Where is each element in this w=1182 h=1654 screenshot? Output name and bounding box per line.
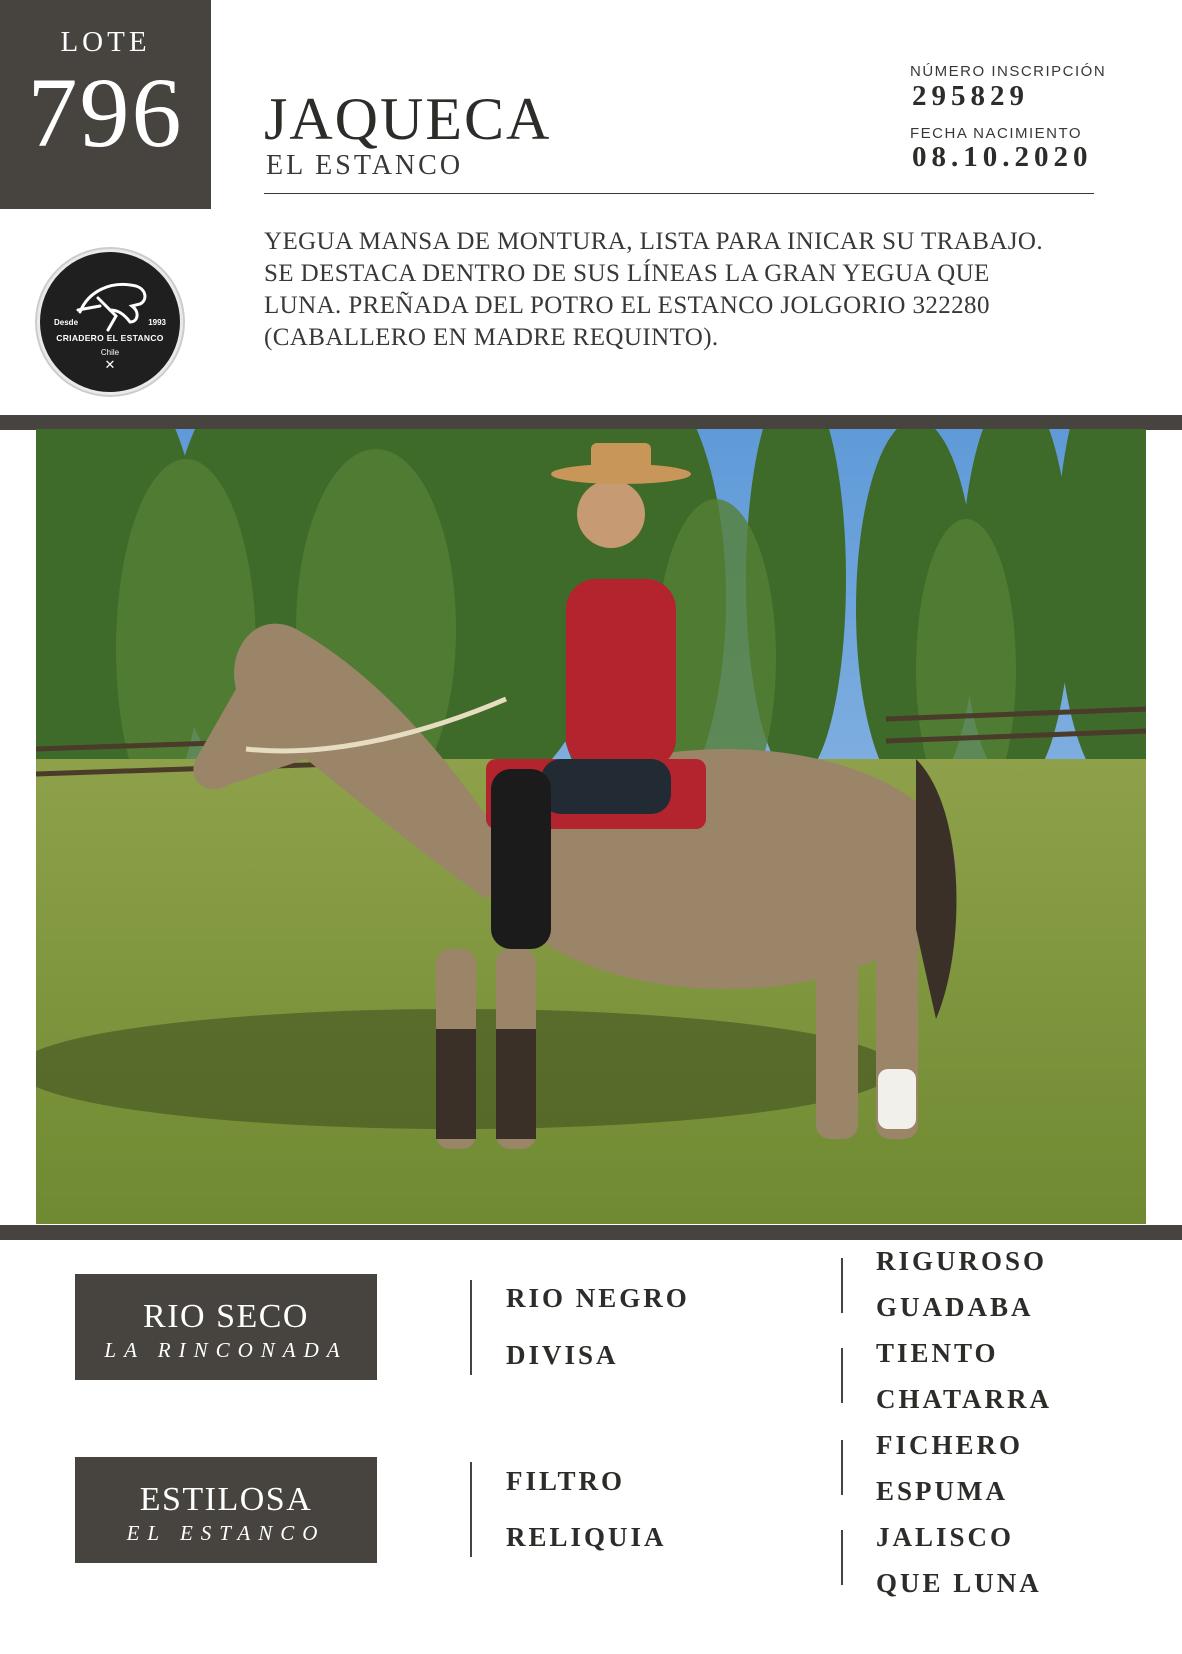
logo-year: 1993 bbox=[148, 318, 166, 327]
dam-breeder: EL ESTANCO bbox=[126, 1521, 326, 1545]
photo-top-band bbox=[0, 415, 1182, 430]
great-grandparent-name: QUE LUNA bbox=[876, 1568, 1042, 1598]
registration-number: 295829 bbox=[912, 80, 1029, 112]
grandparent-name: FILTRO bbox=[506, 1466, 626, 1496]
dam-box bbox=[75, 1457, 377, 1563]
logo-country: Chile bbox=[100, 348, 120, 357]
horse-name: JAQUECA bbox=[264, 86, 552, 152]
great-grandparent-name: CHATARRA bbox=[876, 1384, 1052, 1414]
dam-line-divider bbox=[470, 1462, 472, 1557]
sire-name: RIO SECO bbox=[143, 1298, 309, 1335]
dam-name: ESTILOSA bbox=[139, 1481, 313, 1518]
sire-box bbox=[75, 1274, 377, 1380]
photo-bottom-band bbox=[0, 1225, 1182, 1240]
great-grandparent-name: RIGUROSO bbox=[876, 1246, 1048, 1276]
great-grandparent-name: JALISCO bbox=[876, 1522, 1015, 1552]
gg-divider-1 bbox=[841, 1258, 843, 1313]
logo-mark: ✕ bbox=[104, 357, 116, 372]
gg-divider-3 bbox=[841, 1440, 843, 1495]
registration-number-label: NÚMERO INSCRIPCIÓN bbox=[910, 63, 1107, 80]
rider-on-horse-image bbox=[36, 429, 1146, 1224]
lote-box bbox=[0, 0, 211, 209]
logo-desde: Desde bbox=[54, 318, 79, 327]
great-grandparent-name: GUADABA bbox=[876, 1292, 1034, 1322]
great-grandparent-name: ESPUMA bbox=[876, 1476, 1008, 1506]
lote-label: LOTE bbox=[60, 26, 151, 58]
gg-divider-4 bbox=[841, 1530, 843, 1585]
breeder-logo bbox=[37, 249, 183, 395]
grandparent-name: RIO NEGRO bbox=[506, 1283, 690, 1313]
horse-photo bbox=[36, 429, 1146, 1224]
great-grandparent-name: TIENTO bbox=[876, 1338, 999, 1368]
sire-breeder: LA RINCONADA bbox=[104, 1338, 348, 1362]
birth-date-label: FECHA NACIMIENTO bbox=[910, 125, 1083, 142]
horse-breeder: EL ESTANCO bbox=[266, 150, 464, 181]
logo-name: CRIADERO EL ESTANCO bbox=[56, 333, 164, 343]
birth-date: 08.10.2020 bbox=[912, 141, 1093, 173]
description: YEGUA MANSA DE MONTURA, LISTA PARA INICAR SU TRABAJO. SE DESTACA DENTRO DE SUS LÍNEAS LA GRAN YEGUA QUE LUNA. PREÑADA DEL POTRO EL ESTANCO JOLGORIO 322280 (CABALLERO EN MADRE REQUINTO). bbox=[264, 228, 1044, 351]
gg-divider-2 bbox=[841, 1348, 843, 1403]
sire-line-divider bbox=[470, 1280, 472, 1375]
grandparent-name: DIVISA bbox=[506, 1340, 619, 1370]
grandparent-name: RELIQUIA bbox=[506, 1522, 667, 1552]
great-grandparent-name: FICHERO bbox=[876, 1430, 1024, 1460]
lote-number: 796 bbox=[27, 57, 184, 168]
header-divider bbox=[264, 193, 1094, 194]
